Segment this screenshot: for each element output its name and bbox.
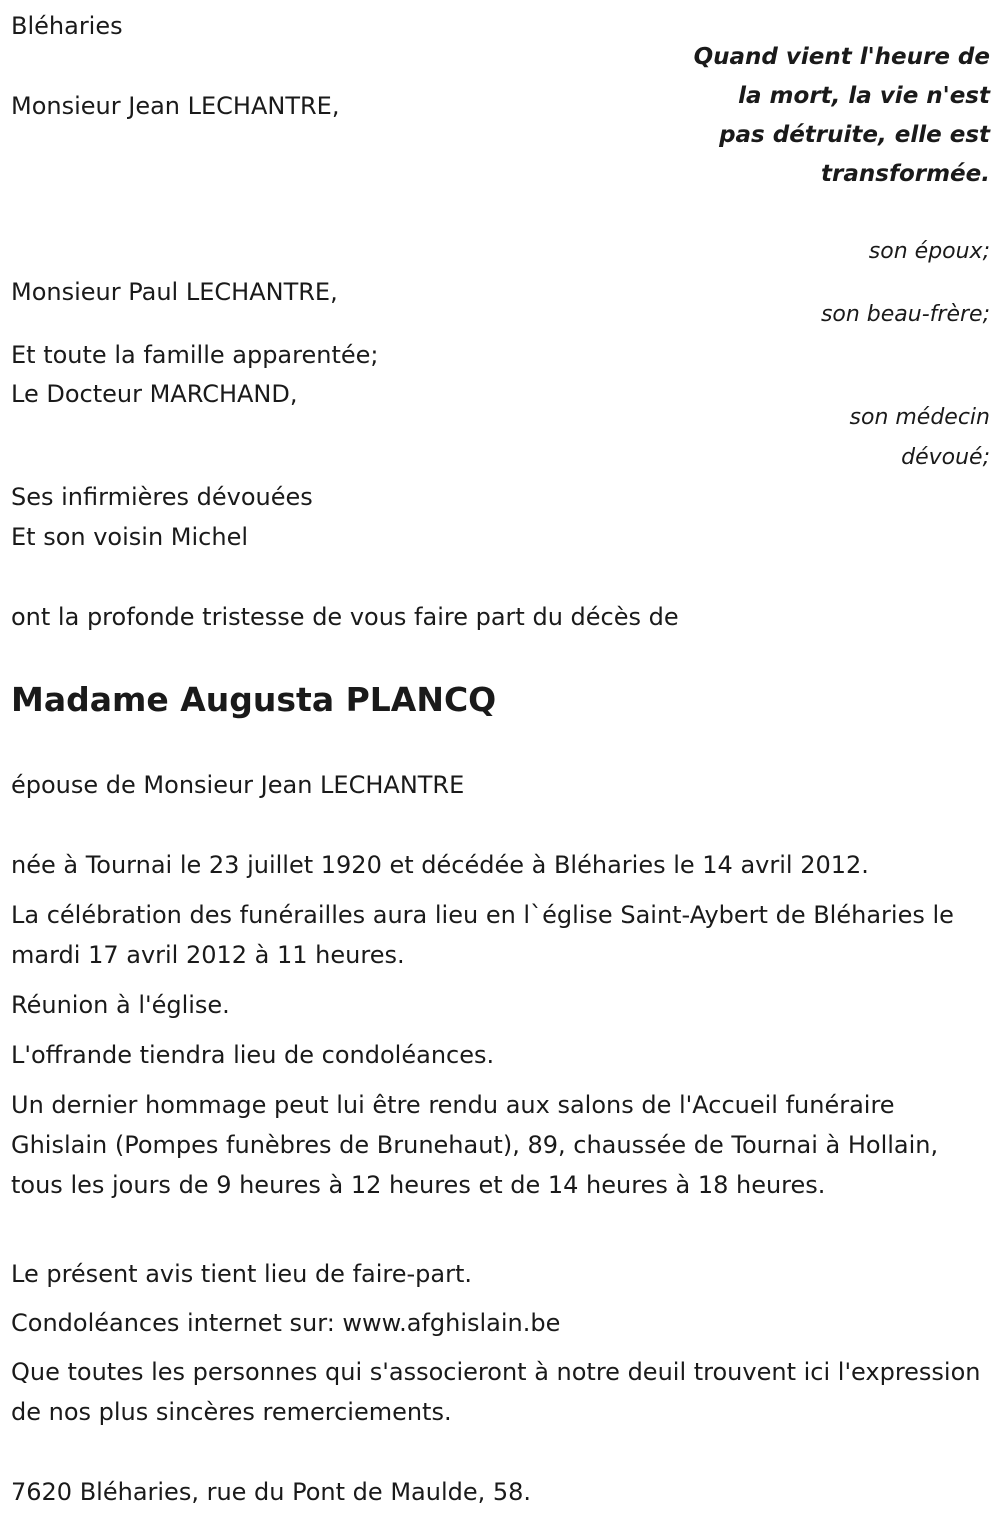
family-member-jean: Monsieur Jean LECHANTRE,	[11, 92, 340, 120]
offering-paragraph: L'offrande tiendra lieu de condoléances.	[11, 1041, 495, 1069]
family-member-paul: Monsieur Paul LECHANTRE,	[11, 278, 338, 306]
deceased-name: Madame Augusta PLANCQ	[11, 680, 497, 719]
tribute-paragraph: Un dernier hommage peut lui être rendu aux salons de l'Accueil funéraire Ghislain (Pompes funèbres de Brunehaut), 89, chaussée de Tournai à Hollain, tous les jours de 9 heures à 12 heures et de 14 heures à 18 heures.	[11, 1091, 939, 1199]
funeral-paragraph: La célébration des funérailles aura lieu en l`église Saint-Aybert de Bléharies le mardi 17 avril 2012 à 11 heures.	[11, 901, 954, 969]
relation-brother-in-law: son beau-frère;	[820, 302, 990, 327]
family-nurses: Ses infirmières dévouées	[11, 483, 313, 511]
relation-spouse: son époux;	[868, 239, 990, 264]
place-header: Bléharies	[11, 12, 123, 40]
family-member-doctor: Le Docteur MARCHAND,	[11, 380, 298, 408]
condolences-paragraph: Condoléances internet sur: www.afghislain.be	[11, 1309, 561, 1337]
spouse-line: épouse de Monsieur Jean LECHANTRE	[11, 771, 465, 799]
address: 7620 Bléharies, rue du Pont de Maulde, 58.	[11, 1478, 532, 1506]
relation-doctor-line2: dévoué;	[901, 445, 990, 470]
birth-death-paragraph: née à Tournai le 23 juillet 1920 et décédée à Bléharies le 14 avril 2012.	[11, 851, 869, 879]
quote: Quand vient l'heure de la mort, la vie n'est pas détruite, elle est transformée.	[693, 44, 990, 187]
family-neighbor: Et son voisin Michel	[11, 523, 249, 551]
thanks-paragraph: Que toutes les personnes qui s'associeront à notre deuil trouvent ici l'expression de nos plus sincères remerciements.	[11, 1358, 981, 1426]
family-extended: Et toute la famille apparentée;	[11, 341, 379, 369]
announcement-text: ont la profonde tristesse de vous faire part du décès de	[11, 603, 679, 631]
notice-paragraph: Le présent avis tient lieu de faire-part.	[11, 1260, 473, 1288]
meeting-paragraph: Réunion à l'église.	[11, 991, 230, 1019]
relation-doctor-line1: son médecin	[849, 405, 990, 430]
